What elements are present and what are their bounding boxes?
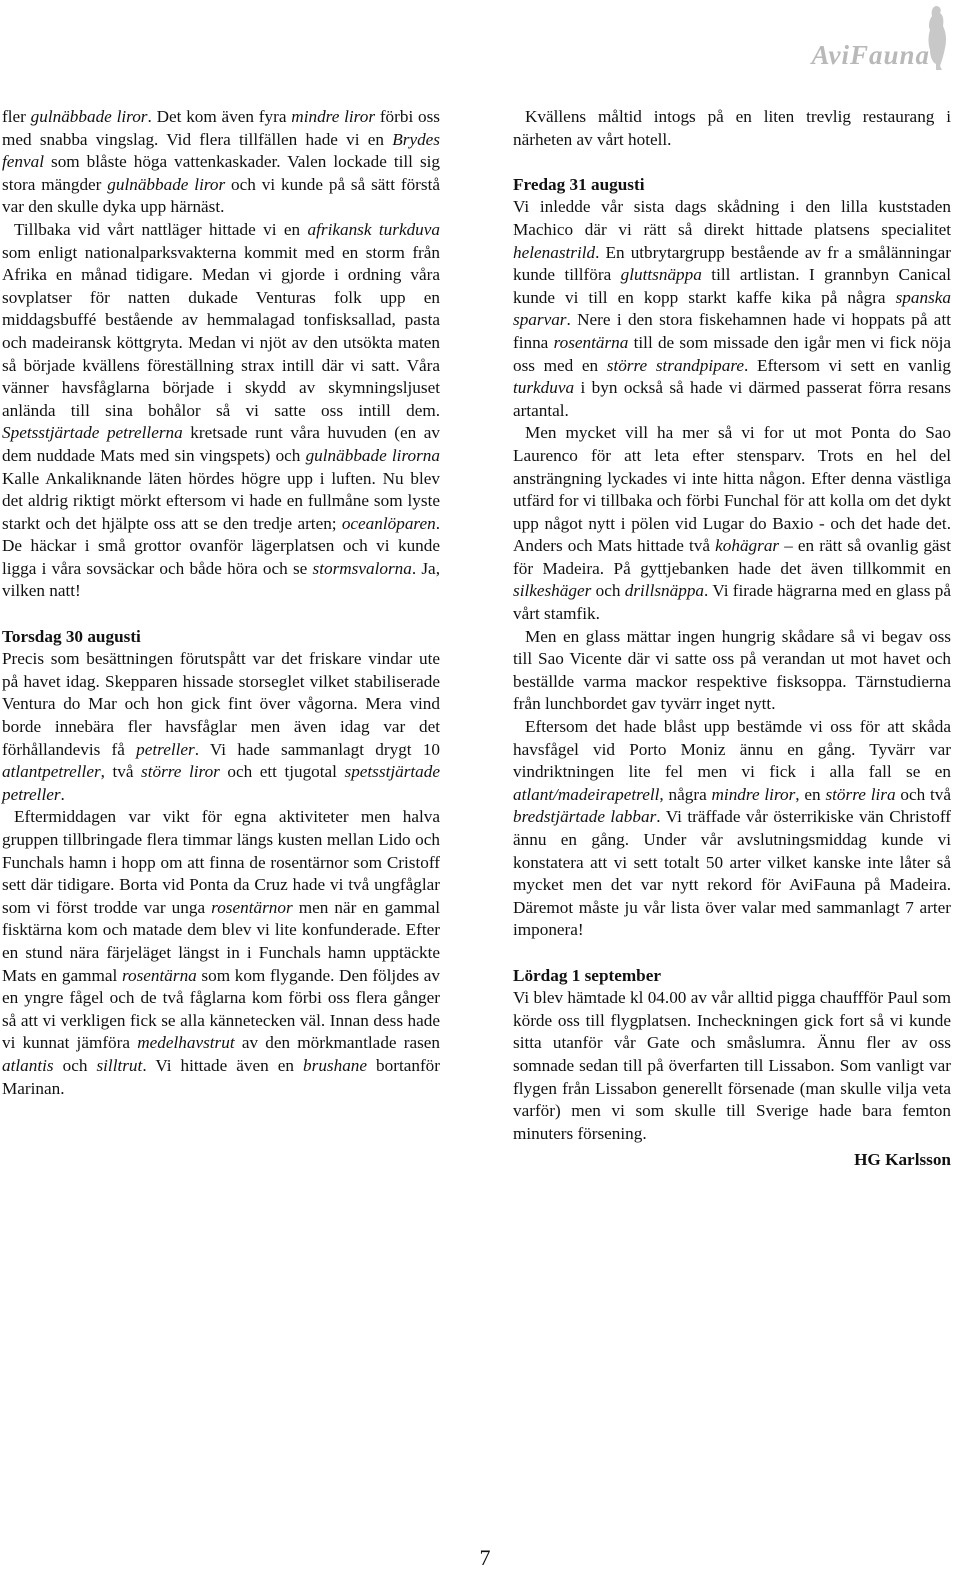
species-name: atlantpetreller <box>2 762 101 782</box>
text-run: förbi oss med snabba vingslag. Vid flera tillfällen hade vi en <box>2 107 440 149</box>
species-name: spanska sparvar <box>513 287 951 330</box>
text-run: bortanför Marinan. <box>2 1055 440 1098</box>
species-name: Brydes fenval <box>2 129 440 172</box>
text-run: Kalle Ankaliknande läten hördes högre upp i luften. Nu blev det aldrig riktigt mörkt eftersom vi hade en fullmåne som lyste starkt och det hjälpte oss att se den tredje arten; <box>2 468 440 533</box>
text-run: Eftermiddagen var vikt för egna aktiviteter men halva gruppen tillbringade flera timmar längs kusten mellan Lido och Funchals hamn i hopp om att finna de rosentärnor som Cristoff sett där tidigare. Borta vid Ponta da Cruz hade vi två ungfåglar som vi först trodde var unga <box>2 807 440 917</box>
species-name: helenastrild <box>513 242 596 262</box>
page-number: 7 <box>479 1545 491 1570</box>
text-run: till artlistan. I grannbyn Canical kunde vi till en kopp starkt kaffe kika på några <box>513 265 951 307</box>
text-run: Vi inledde vår sista dags skådning i den lilla kuststaden Machico där vi rätt så direkt hittade platsens specialitet <box>513 197 951 239</box>
text-run: men när en gammal fisktärna kom och matade dem blev vi lite konfunderade. Efter en stund nära färjeläget längst in i Funchals hamn upptäckte Mats en gammal <box>2 897 440 985</box>
species-name: medelhavstrut <box>137 1033 235 1053</box>
text-run: Men en glass mättar ingen hungrig skådare så vi begav oss till Sao Vicente där vi satte oss på verandan ut mot havet och beställde varma mackor respektive fisksoppa. Tärnstudierna från lunchbordet gav tyvärr inget nytt. <box>513 626 951 714</box>
species-name: stormsvalorna <box>312 558 412 578</box>
text-run: . <box>60 784 65 804</box>
species-name: kohägrar <box>715 536 780 556</box>
species-name: petreller <box>136 739 195 759</box>
logo-text: AviFauna <box>811 40 930 70</box>
text-run: och två <box>895 784 952 804</box>
species-name: atlantis <box>2 1055 54 1075</box>
species-name: bredstjärtade labbar <box>513 807 657 827</box>
species-name: Spetsstjärtade petrellerna <box>2 423 183 443</box>
text-run: till de som missade den igår men vi fick nöja oss med en <box>513 332 951 375</box>
species-name: rosentärna <box>553 332 629 352</box>
text-run: . Ja, vilken natt! <box>2 558 440 601</box>
text-run: kretsade runt våra huvuden (en av dem nuddade Mats med sin vingspets) och <box>2 423 440 465</box>
species-name: gulnäbbade liror <box>30 107 148 126</box>
text-run: , en <box>795 784 826 804</box>
text-run: . Vi hittade även en <box>142 1055 304 1075</box>
spacer <box>2 603 440 626</box>
species-name: större lira <box>825 784 896 804</box>
text-run: Precis som besättningen förutspått var det friskare vindar ute på havet idag. Skepparen hissade storseglet vilket stabiliserade Ventura do Mar och hon gick fint över vågorna. Mera vind borde innebära fler havsfåglar men även idag var det förhållandevis få <box>2 649 440 759</box>
paragraph <box>513 716 951 942</box>
species-name: brushane <box>303 1055 368 1075</box>
species-name: rosentärnor <box>211 897 293 917</box>
species-name: oceanlöparen <box>341 513 436 533</box>
text-run: . En utbrytargrupp bestående av fr a smålänningar kunde tillföra <box>513 242 951 285</box>
author-signature: HG Karlsson <box>854 1150 951 1170</box>
text-run: . Det kom även fyra <box>147 107 292 126</box>
species-name: gluttsnäppa <box>620 265 702 285</box>
text-run: Kvällens måltid intogs på en liten trevlig restaurang i närheten av vårt hotell. <box>513 107 951 149</box>
left-column <box>2 106 440 1100</box>
species-name: mindre liror <box>711 784 796 804</box>
paragraph <box>2 219 440 603</box>
paragraph <box>2 648 440 806</box>
species-name: större liror <box>141 762 220 782</box>
spacer <box>513 942 951 965</box>
section-heading: Fredag 31 augusti <box>513 174 645 194</box>
text-run: . Nere i den stora fiskehamnen hade vi hoppats på att finna <box>513 310 951 352</box>
text-run: som enligt nationalparksvakterna kommit med en storm från Afrika en månad tidigare. Medan vi gjorde i ordning våra sovplatser för natten dukade Venturas folk upp en middagsbuffé bestående av hemmalagad tonfisksallad, pasta och madeiransk köttgryta. Medan vi njöt av den utsökta maten så började kvällens föreställning strax intill där vi satt. Våra vänner havsfåglarna började i skydd av skymningsljuset anlända till sina bohålor så vi satte oss intill dem. <box>2 242 440 420</box>
text-run: som kom flygande. Den följdes av en yngre fågel och de två fåglarna kom förbi oss flera gånger så att vi verkligen fick se alla kännetecken väl. Innan dess hade vi kunnat jämföra <box>2 965 440 1053</box>
species-name: turkduva <box>513 378 575 398</box>
text-run: i byn också så hade vi därmed passerat förra resans artantal. <box>513 378 951 420</box>
paragraph <box>513 106 951 151</box>
text-run: och vi kunde på så sätt förstå var den skulle dyka upp härnäst. <box>2 174 440 217</box>
species-name: gulnäbbade liror <box>107 174 226 194</box>
text-run: Men mycket vill ha mer så vi for ut mot Ponta do Sao Laurenco för att leta efter stensparv. Trots en hel del ansträngning lyckades vi inte hitta någon. Efter denna västliga utfärd for vi tillbaka och förbi Funchal för att kolla om det dykt upp något nytt i pölen vid Lugar do Baxio - och det hade det. Anders och Mats hittade två <box>513 423 951 556</box>
species-name: silkeshäger <box>513 581 592 601</box>
text-run: . Eftersom vi sett en vanlig <box>744 355 951 375</box>
text-run: fler <box>2 107 31 126</box>
spacer <box>513 151 951 174</box>
text-run: Eftersom det hade blåst upp bestämde vi oss för att skåda havsfågel vid Porto Moniz ännu en gång. Tyvärr var vindriktningen lite fel men vi fick i alla fall se en <box>513 717 951 782</box>
paragraph <box>513 422 951 625</box>
species-name: silltrut <box>96 1055 143 1075</box>
right-column <box>513 106 951 1172</box>
species-name: spetsstjärtade petreller <box>2 762 440 804</box>
text-run: och ett tjugotal <box>219 762 345 782</box>
species-name: afrikansk turkduva <box>307 219 440 239</box>
text-run: . Vi firade hägrarna med en glass på vårt stamfik. <box>513 581 951 624</box>
species-name: rosentärna <box>121 965 197 985</box>
species-name: gulnäbbade lirorna <box>305 445 440 465</box>
text-run: av den mörkmantlade rasen <box>234 1033 441 1053</box>
text-run: , några <box>659 784 712 804</box>
section-heading: Lördag 1 september <box>513 965 661 985</box>
text-run: – en rätt så ovanlig gäst för Madeira. På gyttjebanken hade det även tillkommit en <box>513 536 951 578</box>
species-name: större strandpipare <box>606 355 744 375</box>
paragraph <box>2 806 440 1100</box>
text-run: och <box>53 1055 97 1075</box>
text-run: . De häckar i små grottor ovanför lägerplatsen och vi kunde ligga i våra sovsäckar och både höra och se <box>2 513 440 578</box>
text-run: . Vi träffade vår österrikiske vän Christoff ännu en gång. Under vår avslutningsmiddag kunde vi konstatera att vi sett totalt 50 arter vilket kanske inte låter så mycket men det var nytt rekord för AviFauna på Madeira. Däremot måste ju vår lista över valar med sammanlagt 7 arter imponera! <box>513 807 951 940</box>
section-heading: Torsdag 30 augusti <box>2 626 141 646</box>
text-run: . Vi hade sammanlagt drygt 10 <box>194 739 441 759</box>
species-name: mindre liror <box>291 107 376 126</box>
species-name: drillsnäppa <box>624 581 705 601</box>
text-run: , två <box>100 762 142 782</box>
text-run: som blåste höga vattenkaskader. Valen lockade till sig stora mängder <box>2 152 440 194</box>
species-name: atlant/madeirapetrell <box>513 784 660 804</box>
text-run: Vi blev hämtade kl 04.00 av vår alltid pigga chauffför Paul som körde oss till flygplatsen. Incheckningen gick fort så vi kunde sitta utanför vår Gate och småslumra. Ännu fler av oss somnade sedan till på överfarten till Lissabon. Som vanligt var flygen från Lissabon generellt försenade (man skulle vilja veta varför) men vi som skulle till Sverige hade bara femton minuters försening. <box>513 988 951 1143</box>
text-run: och <box>591 581 625 601</box>
text-run: Tillbaka vid vårt nattläger hittade vi en <box>14 219 308 239</box>
paragraph <box>2 106 440 219</box>
paragraph <box>513 196 951 422</box>
paragraph <box>513 987 951 1145</box>
paragraph <box>513 626 951 716</box>
